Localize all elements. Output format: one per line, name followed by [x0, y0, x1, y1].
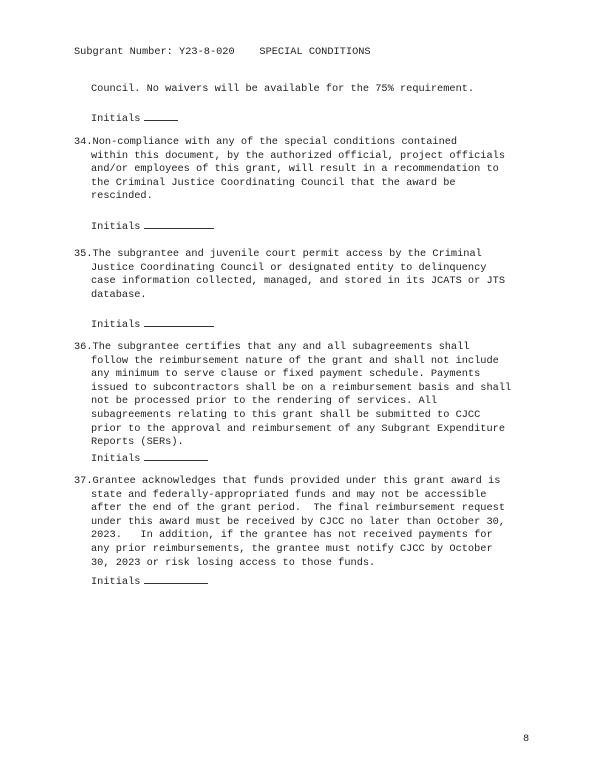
condition-34: [74, 136, 544, 204]
initials-label: Initials: [91, 453, 141, 465]
condition-number: 36.: [74, 341, 93, 353]
condition-number: 34.: [74, 136, 93, 148]
initials-field-35[interactable]: [91, 316, 214, 333]
condition-line: issued to subcontractors shall be on a reimbursement basis and shall: [91, 381, 512, 394]
page-number: 8: [523, 733, 530, 745]
initials-blank[interactable]: [144, 316, 214, 327]
initials-blank[interactable]: [144, 218, 214, 229]
condition-line: The subgrantee and juvenile court permit access by the Criminal: [92, 248, 482, 260]
initials-label: Initials: [91, 319, 141, 331]
continuation-text: Council. No waivers will be available for the 75% requirement.: [91, 83, 475, 95]
initials-field-34[interactable]: [91, 218, 214, 235]
condition-35: [74, 248, 544, 302]
condition-line: The subgrantee certifies that any and all subagreements shall: [92, 341, 470, 353]
continuation-paragraph: [74, 83, 544, 97]
initials-field-37[interactable]: [91, 573, 208, 590]
condition-line: under this award must be received by CJCC no later than October 30,: [91, 515, 506, 528]
condition-line: the Criminal Justice Coordinating Council that the award be: [91, 176, 456, 189]
condition-line: case information collected, managed, and stored in its JCATS or JTS: [91, 275, 506, 288]
condition-line: after the end of the grant period. The final reimbursement request: [91, 502, 506, 515]
condition-line: 2023. In addition, if the grantee has not received payments for: [91, 529, 493, 542]
initials-label: Initials: [91, 113, 141, 125]
condition-line: follow the reimbursement nature of the grant and shall not include: [91, 354, 499, 367]
condition-line: Grantee acknowledges that funds provided under this grant award is: [92, 475, 501, 487]
condition-line: any minimum to serve clause or fixed payment schedule. Payments: [91, 368, 481, 381]
subgrant-number: Subgrant Number: Y23-8-020: [74, 46, 235, 58]
initials-field-33[interactable]: [91, 110, 178, 127]
condition-line: any prior reimbursements, the grantee must notify CJCC by October: [91, 542, 493, 555]
condition-36: [74, 341, 544, 450]
condition-line: Reports (SERs).: [91, 436, 184, 449]
initials-label: Initials: [91, 576, 141, 588]
condition-number: 35.: [74, 248, 93, 260]
initials-blank[interactable]: [144, 450, 208, 461]
initials-blank[interactable]: [144, 110, 178, 121]
condition-line: subagreements relating to this grant shall be submitted to CJCC: [91, 408, 481, 421]
condition-line: 30, 2023 or risk losing access to those funds.: [91, 556, 376, 569]
condition-line: state and federally-appropriated funds and may not be accessible: [91, 488, 487, 501]
condition-line: Non-compliance with any of the special conditions contained: [92, 136, 458, 148]
condition-line: database.: [91, 288, 147, 301]
condition-line: within this document, by the authorized official, project officials: [91, 149, 506, 162]
initials-field-36[interactable]: [91, 450, 208, 467]
initials-label: Initials: [91, 221, 141, 233]
condition-line: Justice Coordinating Council or designated entity to delinquency: [91, 261, 487, 274]
condition-line: and/or employees of this grant, will result in a recommendation to: [91, 163, 499, 176]
initials-blank[interactable]: [144, 573, 208, 584]
page-header: [74, 46, 371, 60]
condition-line: not be processed prior to the rendering of services. All: [91, 395, 438, 408]
condition-number: 37.: [74, 475, 93, 487]
condition-line: prior to the approval and reimbursement of any Subgrant Expenditure: [91, 422, 506, 435]
condition-line: rescinded.: [91, 190, 153, 203]
section-title: SPECIAL CONDITIONS: [259, 46, 371, 58]
condition-37: [74, 475, 544, 570]
